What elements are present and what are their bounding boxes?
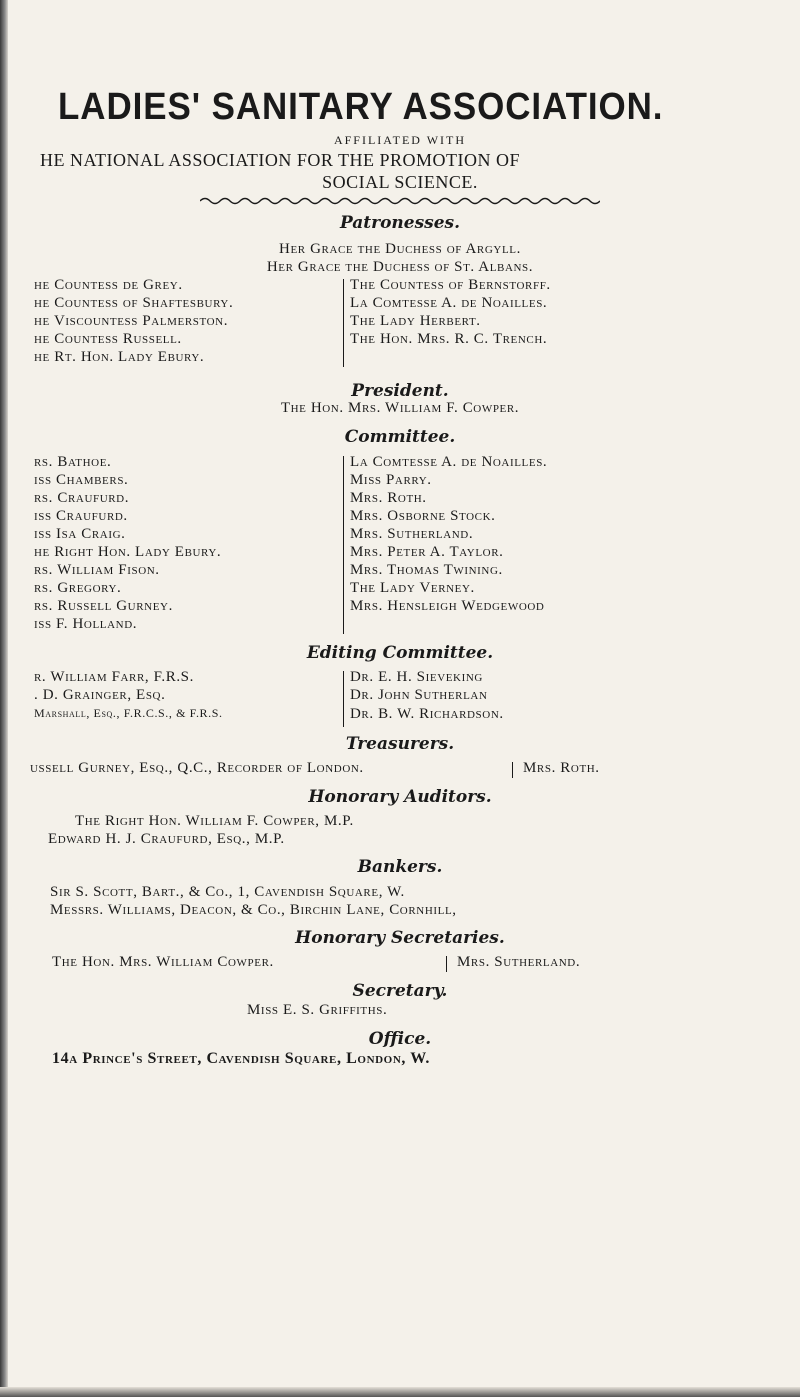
affiliation-line-3: SOCIAL SCIENCE. [322,172,478,192]
secretary-left: The Hon. Mrs. William Cowper. [52,954,274,970]
patroness-left-2: he Countess of Shaftesbury. [34,295,234,311]
president-name: The Hon. Mrs. William F. Cowper. [280,400,520,416]
editing-committee-heading: Editing Committee. [306,643,494,663]
patroness-right-4: The Hon. Mrs. R. C. Trench. [350,331,548,347]
editing-right-1: Dr. E. H. Sieveking [350,669,483,685]
committee-left-4: iss Craufurd. [34,508,128,524]
committee-left-8: rs. Gregory. [34,580,122,596]
editing-left-3: Marshall, Esq., F.R.C.S., & F.R.S. [34,706,223,720]
treasurer-right: Mrs. Roth. [523,760,600,776]
treasurer-left: ussell Gurney, Esq., Q.C., Recorder of London. [30,760,364,776]
committee-right-9: Mrs. Hensleigh Wedgewood [350,598,545,614]
page-bottom-edge [0,1387,800,1397]
patroness-left-5: he Rt. Hon. Lady Ebury. [34,349,205,365]
patronesses-heading: Patronesses. [339,213,461,233]
patroness-top-2: Her Grace the Duchess of St. Albans. [266,259,534,275]
secretaries-separator [446,956,447,972]
secretary-right: Mrs. Sutherland. [457,954,581,970]
editing-right-3: Dr. B. W. Richardson. [350,706,504,722]
editing-left-2: . D. Grainger, Esq. [34,687,166,703]
committee-right-4: Mrs. Osborne Stock. [350,508,496,524]
patroness-right-1: The Countess of Bernstorff. [350,277,551,293]
committee-left-6: he Right Hon. Lady Ebury. [34,544,222,560]
committee-left-5: iss Isa Craig. [34,526,126,542]
editing-column-rule [343,671,344,727]
committee-right-3: Mrs. Roth. [350,490,427,506]
office-address: 14a Prince's Street, Cavendish Square, London, W. [52,1050,431,1067]
president-heading: President. [351,381,449,401]
treasurers-heading: Treasurers. [345,734,455,754]
patroness-top-1: Her Grace the Duchess of Argyll. [279,241,521,257]
committee-left-9: rs. Russell Gurney. [34,598,173,614]
committee-right-8: The Lady Verney. [350,580,475,596]
wavy-divider [200,195,600,207]
affiliation-line-2: HE NATIONAL ASSOCIATION FOR THE PROMOTION OF [40,150,521,170]
patroness-left-3: he Viscountess Palmerston. [34,313,229,329]
patronesses-column-rule [343,279,344,367]
editing-left-1: r. William Farr, F.R.S. [34,669,194,685]
auditor-2: Edward H. J. Craufurd, Esq., M.P. [48,831,285,847]
secretary-heading: Secretary. [352,981,448,1001]
auditors-heading: Honorary Auditors. [308,787,492,807]
banker-2: Messrs. Williams, Deacon, & Co., Birchin Lane, Cornhill, [50,902,457,918]
patroness-left-1: he Countess de Grey. [34,277,183,293]
office-heading: Office. [368,1029,432,1049]
patroness-left-4: he Countess Russell. [34,331,182,347]
affiliation-line-1: AFFILIATED WITH [333,133,467,147]
secretary-name: Miss E. S. Griffiths. [247,1002,388,1018]
committee-heading: Committee. [344,427,456,447]
committee-left-10: iss F. Holland. [34,616,138,632]
committee-right-1: La Comtesse A. de Noailles. [350,454,548,470]
committee-column-rule [343,456,344,634]
treasurers-separator [512,762,513,778]
committee-left-3: rs. Craufurd. [34,490,130,506]
committee-left-2: iss Chambers. [34,472,129,488]
bankers-heading: Bankers. [357,857,443,877]
committee-right-2: Miss Parry. [350,472,432,488]
patroness-right-3: The Lady Herbert. [350,313,481,329]
document-title: LADIES' SANITARY ASSOCIATION. [58,86,664,128]
editing-right-2: Dr. John Sutherlan [350,687,488,703]
auditor-1: The Right Hon. William F. Cowper, M.P. [75,813,354,829]
committee-left-1: rs. Bathoe. [34,454,112,470]
committee-right-6: Mrs. Peter A. Taylor. [350,544,504,560]
committee-left-7: rs. William Fison. [34,562,160,578]
secretaries-heading: Honorary Secretaries. [295,928,505,948]
patroness-right-2: La Comtesse A. de Noailles. [350,295,548,311]
committee-right-7: Mrs. Thomas Twining. [350,562,503,578]
banker-1: Sir S. Scott, Bart., & Co., 1, Cavendish Square, W. [50,884,405,900]
committee-right-5: Mrs. Sutherland. [350,526,474,542]
